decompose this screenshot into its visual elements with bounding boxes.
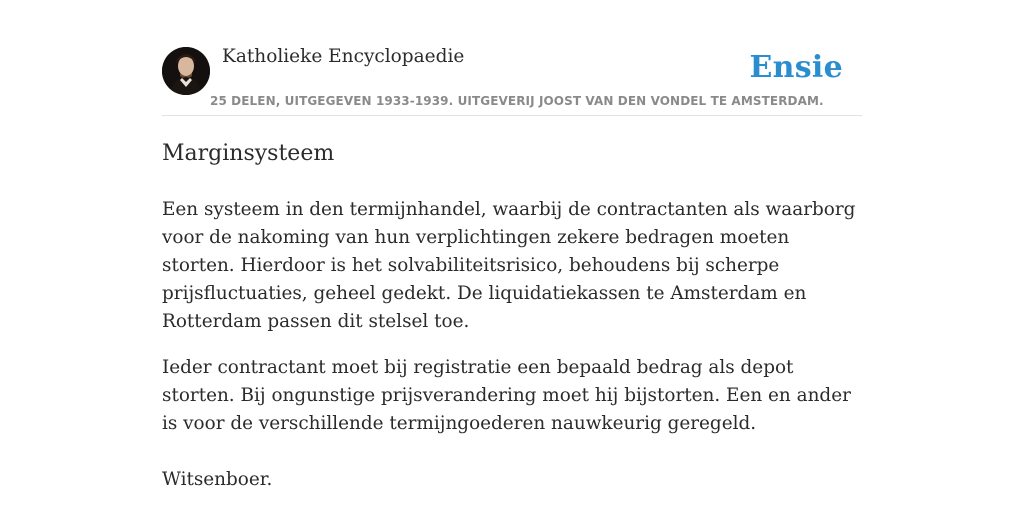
publication-title[interactable]: Katholieke Encyclopaedie	[222, 46, 465, 67]
article-content	[162, 138, 862, 494]
ensie-logo[interactable]: Ensie	[749, 50, 843, 85]
article-paragraph: Ieder contractant moet bij registratie een bepaald bedrag als depot storten. Bij ongunstige prijsverandering moet hij bijstorten. Een en ander is voor de verschillende termijngoederen nauwkeurig geregeld.	[162, 357, 851, 434]
article-title: Marginsysteem	[162, 141, 335, 166]
publication-header	[162, 44, 862, 116]
publication-subtitle: 25 DELEN, UITGEGEVEN 1933-1939. UITGEVERIJ JOOST VAN DEN VONDEL TE AMSTERDAM.	[210, 94, 824, 108]
article-paragraph: Een systeem in den termijnhandel, waarbij de contractanten als waarborg voor de nakoming van hun verplichtingen zekere bedragen moeten storten. Hierdoor is het solvabiliteitsrisico, behoudens bij scherpe prijsfluctuaties, geheel gedekt. De liquidatiekassen te Amsterdam en Rotterdam passen dit stelsel toe.	[162, 199, 856, 332]
article-author: Witsenboer.	[162, 469, 273, 490]
portrait-avatar-icon[interactable]	[162, 47, 210, 95]
